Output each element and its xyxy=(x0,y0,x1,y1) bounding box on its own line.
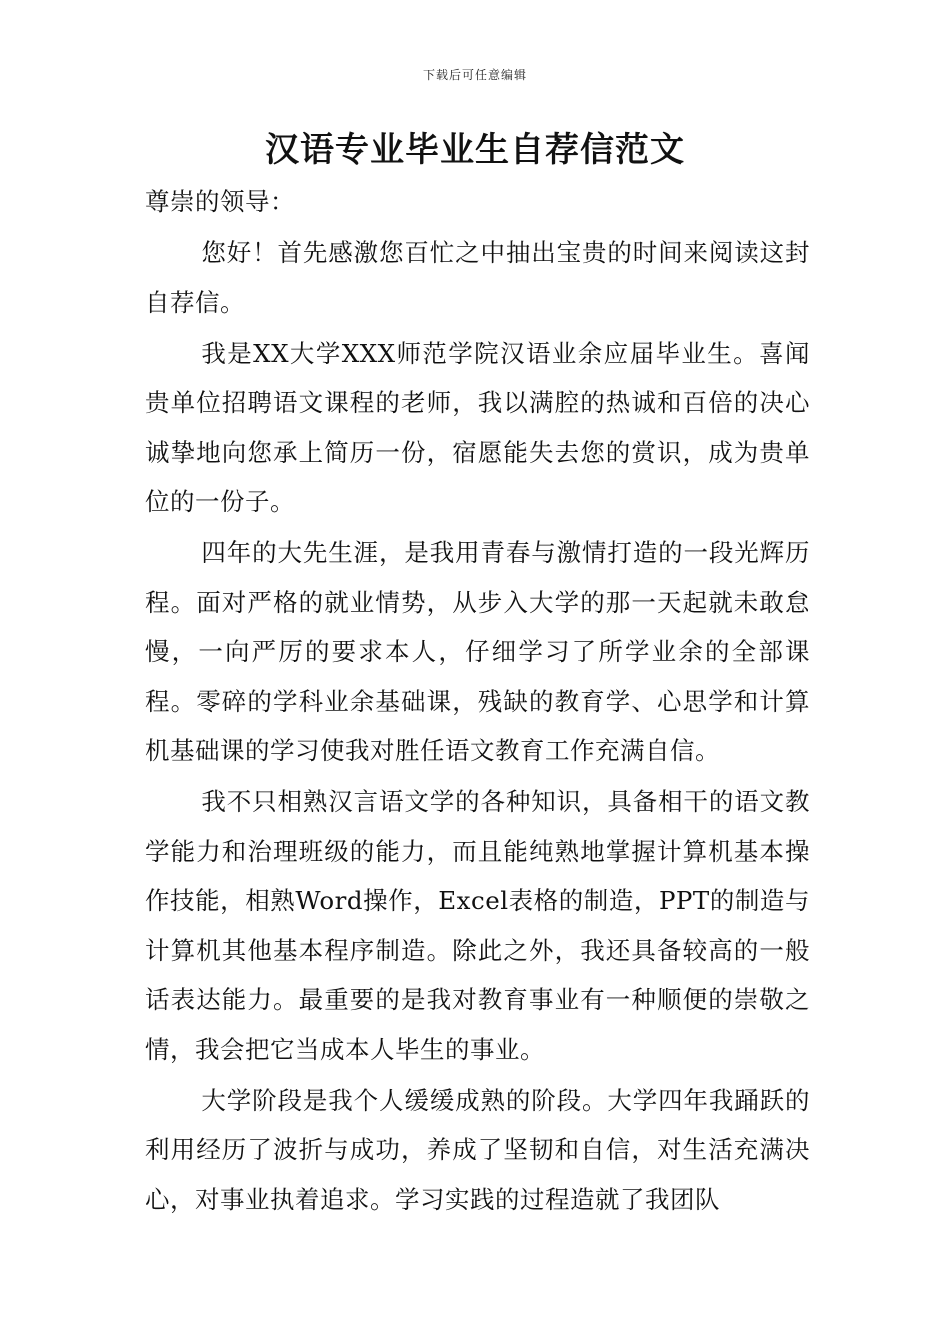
header-note: 下载后可任意编辑 xyxy=(422,68,527,82)
letter-body xyxy=(145,177,810,1226)
paragraph-5: 大学阶段是我个人缓缓成熟的阶段。大学四年我踊跃的利用经历了波折与成功，养成了坚韧和自信，对生活充满决心，对事业执着追求。学习实践的过程造就了我团队 xyxy=(145,1085,810,1214)
salutation: 尊崇的领导： xyxy=(145,187,295,216)
paragraph-1: 您好！首先感激您百忙之中抽出宝贵的时间来阅读这封自荐信。 xyxy=(145,238,810,317)
document-title: 汉语专业毕业生自荐信范文 xyxy=(265,130,685,170)
paragraph-3: 四年的大先生涯，是我用青春与激情打造的一段光辉历程。面对严格的就业情势，从步入大学的那一天起就未敢怠慢，一向严厉的要求本人，仔细学习了所学业余的全部课程。零碎的学科业余基础课，残缺的教育学、心思学和计算机基础课的学习使我对胜任语文教育工作充满自信。 xyxy=(145,538,810,765)
paragraph-4: 我不只相熟汉言语文学的各种知识，具备相干的语文教学能力和治理班级的能力，而且能纯熟地掌握计算机基本操作技能，相熟Word操作，Excel表格的制造，PPT的制造与计算机其他基本程序制造。除此之外，我还具备较高的一般话表达能力。最重要的是我对教育事业有一种顺便的崇敬之情，我会把它当成本人毕生的事业。 xyxy=(145,787,810,1064)
paragraph-2: 我是XX大学XXX师范学院汉语业余应届毕业生。喜闻贵单位招聘语文课程的老师，我以满腔的热诚和百倍的决心诚挚地向您承上简历一份，宿愿能失去您的赏识，成为贵单位的一份子。 xyxy=(145,338,810,516)
